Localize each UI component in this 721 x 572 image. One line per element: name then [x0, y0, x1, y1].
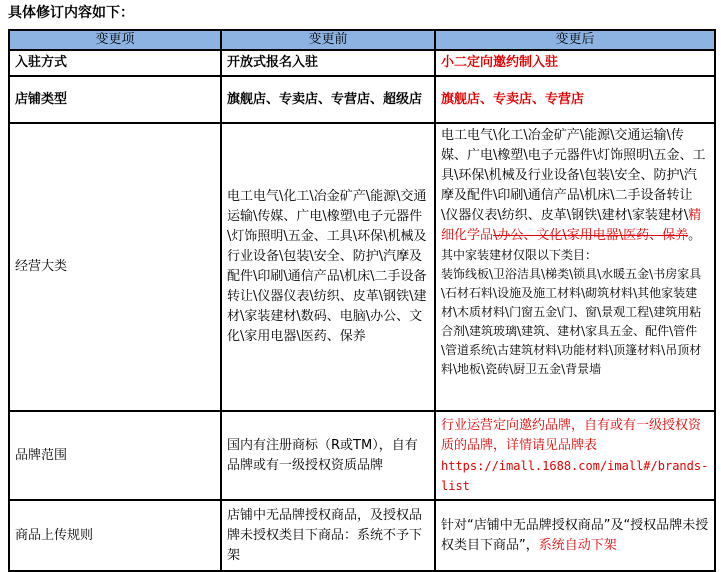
item-cell: 品牌范围 — [9, 411, 221, 500]
table-row — [9, 50, 715, 76]
after-cell — [435, 123, 715, 411]
after-cell: 旗舰店、专卖店、专营店 — [435, 76, 715, 123]
before-cell: 旗舰店、专卖店、专营店、超级店 — [221, 76, 435, 123]
revision-table — [8, 29, 716, 572]
after-cell: 小二定向邀约制入驻 — [435, 50, 715, 76]
sub-list: 装饰线板\卫浴洁具\梯类\锁具\水暖五金\书房家具\石材石料\设施及施工材料\砌筑材料\其他家装建材\木质材料\门窗五金\门、窗\景观工程\建筑用粘合剂\建筑玻璃\建筑、建材\家具五金、配件\管件\管道系统\古建筑材料\功能材料\顶篷材料\吊顶材料\地板\瓷砖\厨卫五金\背景墙 — [441, 267, 702, 376]
after-text: 行业运营定向邀约品牌，自有或有一级授权资质的品牌，详情请见品牌表 — [441, 417, 702, 453]
header-item: 变更项 — [9, 30, 221, 50]
table-row — [9, 123, 715, 411]
item-cell: 商品上传规则 — [9, 500, 221, 571]
after-main-text: 电工电气\化工\冶金矿产\能源\交通运输\传媒、广电\橡塑\电子元器件\灯饰照明\五金、工具\环保\机械及行业设备\包装\安全、防护\汽摩及配件\印刷\通信产品\机床\二手设备转让\仪器仪表\纺织、皮革\钢铁\建材\家装建材\ — [441, 128, 706, 223]
item-cell: 经营大类 — [9, 123, 221, 411]
after-red-text: 系统自动下架 — [538, 537, 617, 553]
before-cell: 电工电气\化工\冶金矿产\能源\交通运输\传媒、广电\橡塑\电子元器件\灯饰照明\五金、工具\环保\机械及行业设备\包装\安全、防护\汽摩及配件\印刷\通信产品\机床\二手设备转让\仪器仪表\纺织、皮革\钢铁\建材\家装建材\数码、电脑\办公、文化\家用电器\医药、保养 — [221, 123, 435, 411]
section-title: 具体修订内容如下： — [8, 5, 134, 21]
after-text: 针对“店铺中无品牌授权商品”及“授权品牌未授权类目下商品”， — [441, 517, 709, 553]
item-cell: 入驻方式 — [9, 50, 221, 76]
before-cell: 国内有注册商标（R或TM），自有品牌或有一级授权资质品牌 — [221, 411, 435, 500]
after-cell — [435, 500, 715, 571]
table-row — [9, 76, 715, 123]
sub-title: 其中家装建材仅限以下类目： — [441, 248, 598, 262]
brands-list-link[interactable]: https://imall.1688.com/imall#/brands-list — [441, 458, 709, 493]
item-cell: 店铺类型 — [9, 76, 221, 123]
header-before: 变更前 — [221, 30, 435, 50]
header-row — [9, 30, 715, 50]
after-cell — [435, 411, 715, 500]
removed-categories: \办公、文化\家用电器\医药、保养 — [493, 228, 689, 243]
period: 。 — [688, 228, 702, 243]
table-row — [9, 500, 715, 571]
before-cell: 店铺中无品牌授权商品，及授权品牌未授权类目下商品：系统不予下架 — [221, 500, 435, 571]
added-category: 精细化学品 — [441, 208, 702, 243]
before-cell: 开放式报名入驻 — [221, 50, 435, 76]
table-row — [9, 411, 715, 500]
header-after: 变更后 — [435, 30, 715, 50]
